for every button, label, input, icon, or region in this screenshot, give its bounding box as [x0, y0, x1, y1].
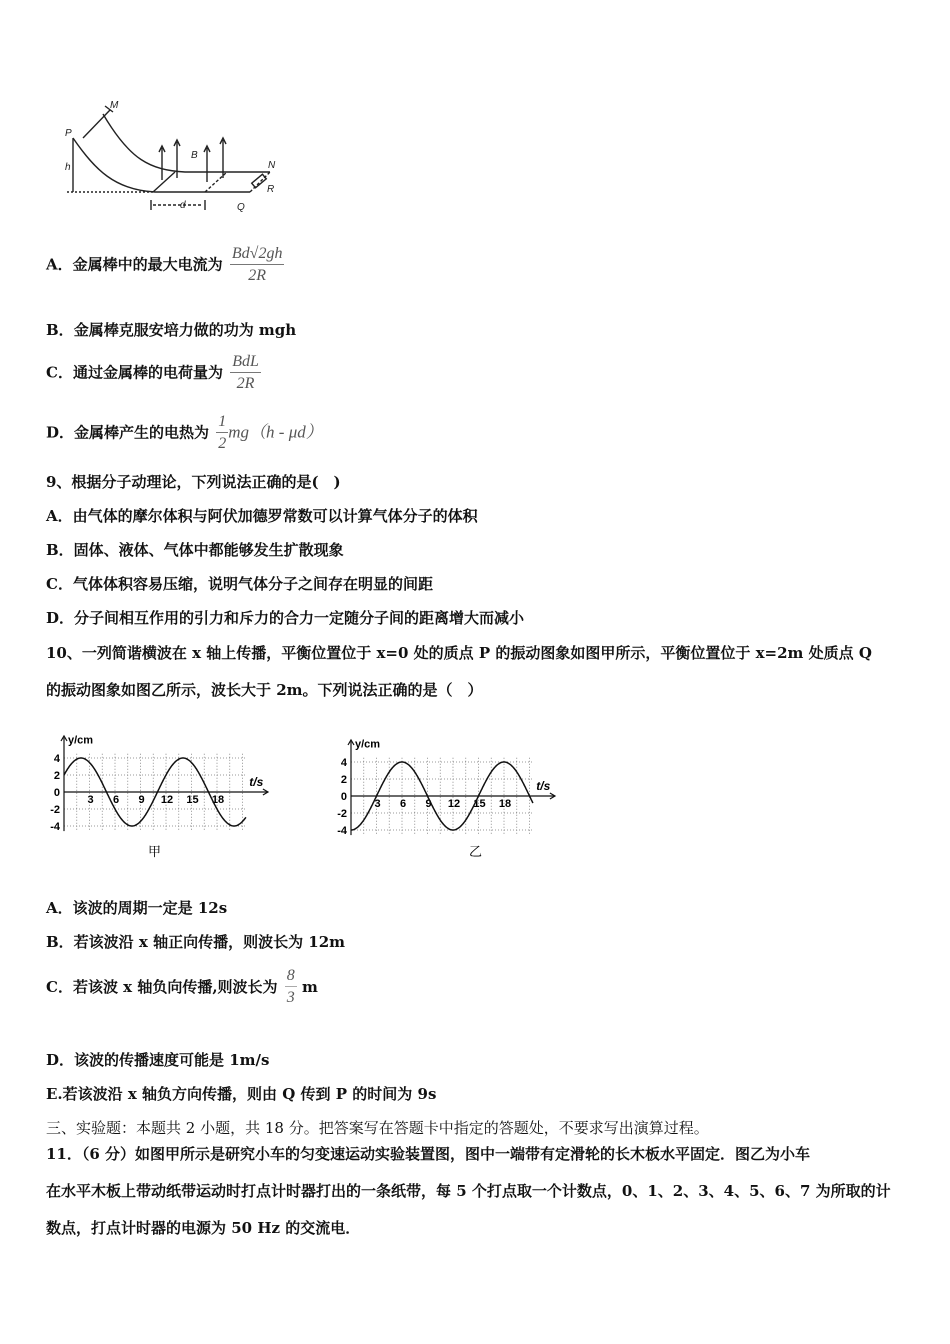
fraction-8-3: $\frac{8}{3}$ — [286, 967, 295, 1006]
label-b: B — [191, 150, 198, 161]
graph-yi — [325, 734, 605, 864]
t-tick-label: 3 — [374, 798, 381, 810]
y-tick-label: 4 — [340, 757, 347, 769]
label-r: R — [267, 184, 275, 195]
t-tick-label: 12 — [160, 794, 174, 806]
q9-option-c: C．气体体积容易压缩，说明气体分子之间存在明显的间距 — [46, 575, 433, 593]
q10-option-b: B．若该波沿 x 轴正向传播，则波长为 12m — [46, 933, 346, 951]
q10-stem-line1: 10、一列简谐横波在 x 轴上传播，平衡位置位于 x=0 处的质点 P 的振动图象如图甲所示，平衡位置位于 x=2m 处质点 Q — [46, 644, 872, 662]
t-tick-label: 18 — [211, 794, 225, 806]
t-axis-label: t/s — [249, 775, 264, 789]
t-tick-label: 6 — [112, 794, 120, 806]
section-3-heading: 三、实验题：本题共 2 小题，共 18 分。把答案写在答题卡中指定的答题处，不要求写出演算过程。 — [46, 1119, 709, 1137]
y-tick-label: 4 — [53, 753, 60, 765]
q8-option-a: A．金属棒中的最大电流为 $\frac{Bd√2gh}{2R}$ — [46, 244, 284, 287]
y-axis-label: y/cm — [68, 734, 94, 747]
label-m: M — [110, 100, 119, 111]
graph-caption: 乙 — [469, 844, 483, 859]
y-tick-label: -2 — [50, 804, 60, 816]
q8-option-c: C．通过金属棒的电荷量为 $\frac{\text{BdL}}{2R}$ — [46, 352, 261, 395]
q9-stem: 9、根据分子动理论，下列说法正确的是( ) — [46, 473, 341, 491]
t-tick-label: 15 — [186, 794, 199, 806]
label-q: Q — [237, 202, 245, 213]
q9-option-a: A．由气体的摩尔体积与阿伏加德罗常数可以计算气体分子的体积 — [46, 507, 478, 525]
q11-line1: 11．（6 分）如图甲所示是研究小车的匀变速运动实验装置图，图中一端带有定滑轮的长木板水平固定．图乙为小车 — [46, 1145, 811, 1163]
q10-option-c: C．若该波 x 轴负向传播,则波长为 $\frac{8}{3}$ m — [46, 966, 318, 1009]
t-tick-label: 6 — [399, 798, 407, 810]
fraction-c: $\frac{\text{BdL}}{2R}$ — [232, 353, 259, 392]
q10-option-d: D．该波的传播速度可能是 1m/s — [46, 1051, 270, 1069]
q8-option-b: B．金属棒克服安培力做的功为 mgh — [46, 321, 297, 339]
q11-line2: 在水平木板上带动纸带运动时打点计时器打出的一条纸带，每 5 个打点取一个计数点，0、1、2、3、4、5、6、7 为所取的计 — [46, 1182, 891, 1200]
q8-option-d: D．金属棒产生的电热为 $\frac{1}{2}$ mg（h - μd） — [46, 412, 323, 455]
fraction-a: $\frac{Bd√2gh}{2R}$ — [231, 245, 283, 284]
y-tick-label: 0 — [340, 791, 347, 803]
t-tick-label: 9 — [138, 794, 145, 806]
t-tick-label: 15 — [473, 798, 486, 810]
y-tick-label: -2 — [337, 808, 347, 820]
q10-option-e: E.若该波沿 x 轴负方向传播，则由 Q 传到 P 的时间为 9s — [46, 1085, 437, 1103]
q9-option-d: D．分子间相互作用的引力和斥力的合力一定随分子间的距离增大而减小 — [46, 609, 525, 627]
label-h: h — [65, 162, 71, 173]
q10-option-a: A．该波的周期一定是 12s — [46, 899, 228, 917]
t-tick-label: 9 — [425, 798, 432, 810]
t-axis-label: t/s — [536, 779, 551, 793]
label-n: N — [268, 160, 276, 171]
y-tick-label: 0 — [53, 787, 60, 799]
q9-option-b: B．固体、液体、气体中都能够发生扩散现象 — [46, 541, 344, 559]
t-tick-label: 18 — [498, 798, 512, 810]
rail-field-figure — [55, 100, 285, 215]
y-axis-label: y/cm — [355, 738, 381, 751]
label-p: P — [65, 128, 72, 139]
y-tick-label: -4 — [50, 821, 60, 833]
graph-jia — [40, 728, 320, 863]
fraction-d: $\frac{1}{2}$ — [218, 413, 227, 452]
y-tick-label: 2 — [53, 770, 60, 782]
graph-caption: 甲 — [148, 844, 162, 859]
label-d: d — [180, 200, 186, 211]
y-tick-label: 2 — [340, 774, 347, 786]
t-tick-label: 3 — [87, 794, 94, 806]
t-tick-label: 12 — [447, 798, 461, 810]
q11-line3: 数点，打点计时器的电源为 50 Hz 的交流电． — [46, 1219, 361, 1237]
q10-stem-line2: 的振动图象如图乙所示，波长大于 2m。下列说法正确的是（ ） — [46, 681, 483, 699]
y-tick-label: -4 — [337, 825, 347, 837]
